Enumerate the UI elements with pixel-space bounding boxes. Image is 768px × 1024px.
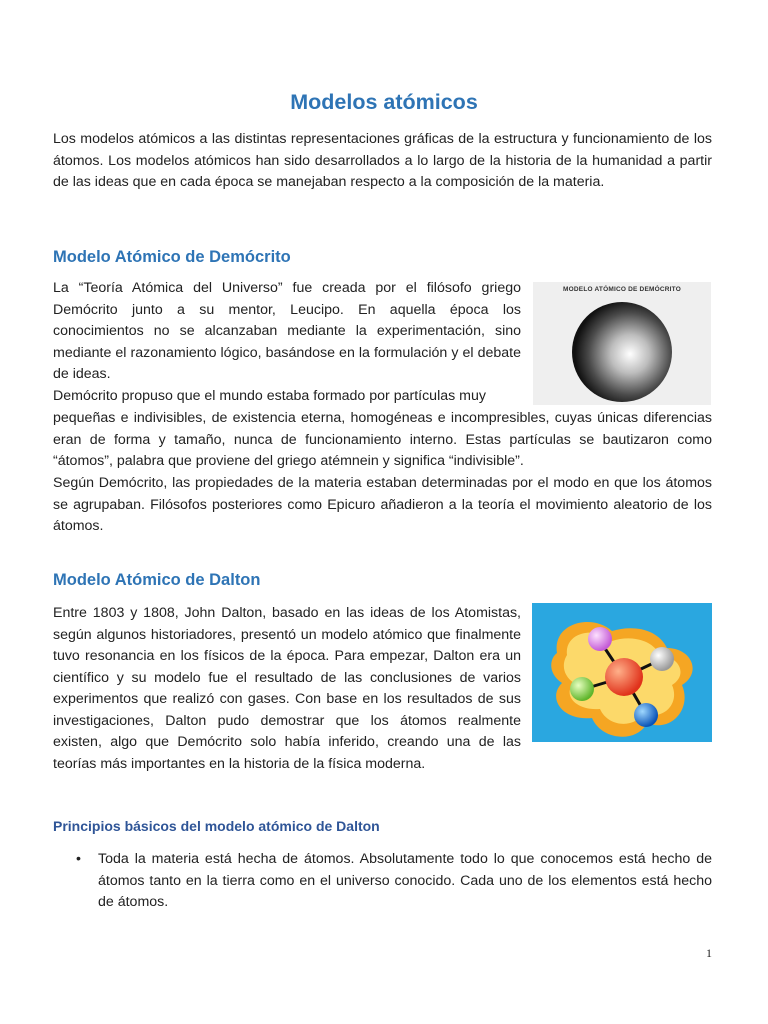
heading-dalton: Modelo Atómico de Dalton bbox=[53, 571, 261, 589]
dalton-principles-list bbox=[76, 849, 712, 914]
page-number: 1 bbox=[706, 946, 712, 960]
democrito-paragraph-2: pequeñas e indivisibles, de existencia eterna, homogéneas e incompresibles, cuyas únicas diferencias eran de forma y tamaño, nunca de funcionamiento interno. Estas partículas se bautizaron como “átomos”, palabra que proviene del griego atémnein y significa “indivisible”. bbox=[53, 410, 712, 469]
democrito-figure-caption: MODELO ATÓMICO DE DEMÓCRITO bbox=[563, 286, 681, 293]
dalton-figure bbox=[532, 603, 712, 742]
bullet-glyph: • bbox=[76, 851, 81, 867]
list-item bbox=[76, 849, 712, 914]
democrito-figure bbox=[533, 282, 711, 405]
democrito-paragraph-3: Según Demócrito, las propiedades de la materia estaban determinadas por el modo en que los átomos se agrupaban. Filósofos posteriores como Epicuro añadieron a la teoría el movimiento aleatorio de los átomos. bbox=[53, 475, 712, 534]
dalton-paragraph-1: Entre 1803 y 1808, John Dalton, basado en las ideas de los Atomistas, según algunos historiadores, presentó un modelo atómico que finalmente tuvo resonancia en los físicos de la época. Para empezar, Dalton era un científico y su modelo fue el resultado de las conclusiones de varios experimentos que realizó con gases. Con base en los resultados de sus investigaciones, Dalton pudo demostrar que los átomos realmente existen, algo que Demócrito solo había inferido, creando una de las teorías más importantes en la historia de la física moderna. bbox=[53, 605, 521, 772]
page-title: Modelos atómicos bbox=[290, 90, 478, 114]
democrito-atom-sphere-image bbox=[533, 282, 711, 405]
intro-paragraph: Los modelos atómicos a las distintas representaciones gráficas de la estructura y funcionamiento de los átomos. Los modelos atómicos han sido desarrollados a lo largo de la historia de la humanidad a partir de las ideas que en cada época se manejaban respecto a la composición de la materia. bbox=[53, 131, 712, 190]
heading-democrito: Modelo Atómico de Demócrito bbox=[53, 248, 291, 266]
democrito-paragraph-1: La “Teoría Atómica del Universo” fue creada por el filósofo griego Demócrito junto a su mentor, Leucipo. En aquella época los conocimientos no se alcanzaban mediante la experimentación, sino mediante el razonamiento lógico, basándose en la formulación y el debate de ideas. bbox=[53, 280, 521, 382]
heading-dalton-principles: Principios básicos del modelo atómico de Dalton bbox=[53, 818, 380, 834]
list-item-text: Toda la materia está hecha de átomos. Absolutamente todo lo que conocemos está hecho de átomos tanto en la tierra como en el universo conocido. Cada uno de los elementos está hecho de átomos. bbox=[98, 851, 712, 910]
democrito-paragraph-2-line-1: Demócrito propuso que el mundo estaba formado por partículas muy bbox=[53, 388, 486, 404]
dalton-molecule-image bbox=[532, 603, 712, 742]
